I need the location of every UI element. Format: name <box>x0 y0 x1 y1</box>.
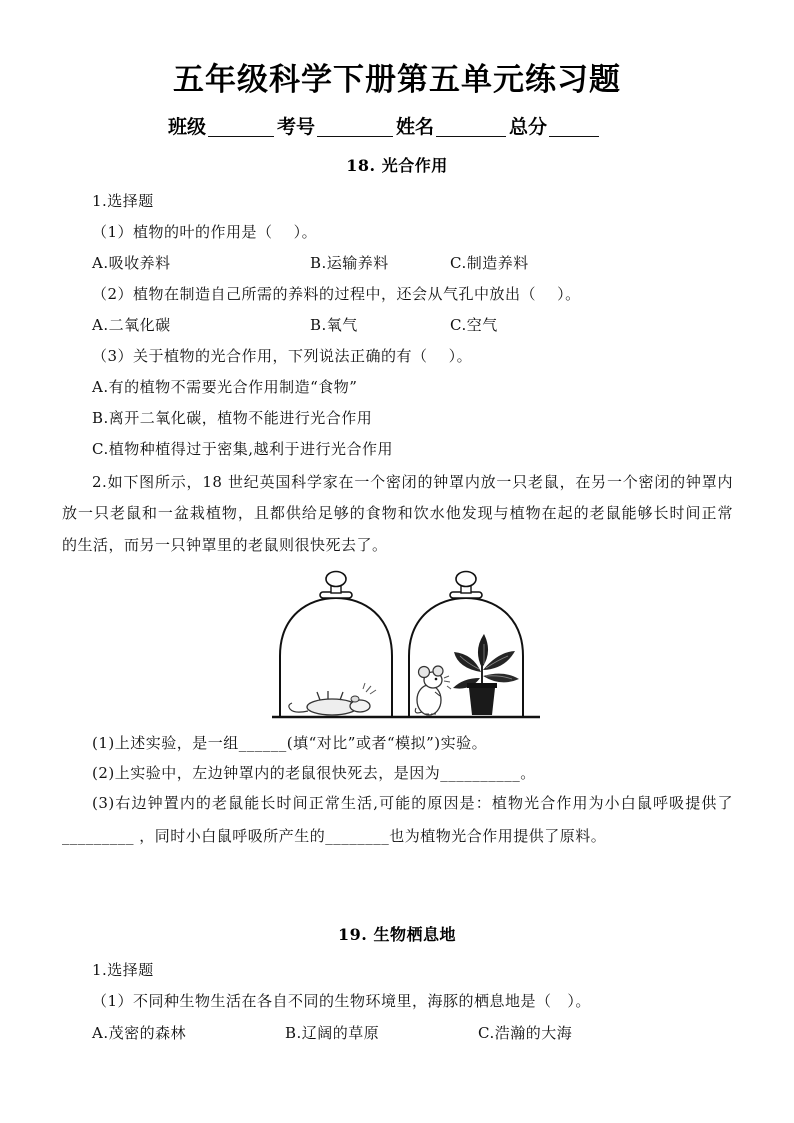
living-mouse-ear-left <box>419 667 430 678</box>
s18-q2-text-line-2: 放一只老鼠和一盆栽植物，且都供给足够的食物和饮水他发现与植物在起的老鼠能够长时间正常 <box>62 504 733 522</box>
exam-number-blank <box>317 116 393 137</box>
s18-q1-2-stem: （2）植物在制造自己所需的养料的过程中，还会从气孔中放出（ ）。 <box>92 285 581 303</box>
s18-q2-sub-2: (2)上实验中，左边钟罩内的老鼠很快死去，是因为__________。 <box>92 764 536 782</box>
right-jar-knob <box>456 572 476 587</box>
plant-leaf <box>483 674 519 683</box>
s18-q1-3-option-a: A.有的植物不需要光合作用制造“食物” <box>92 378 358 396</box>
plant-leaf <box>478 634 488 668</box>
exam-number-label: 考号 <box>277 116 316 138</box>
s18-q1-2-option-b: B.氧气 <box>310 316 358 334</box>
s19-q1-1-option-c: C.浩瀚的大海 <box>478 1024 573 1042</box>
dead-mouse-ear <box>351 696 359 702</box>
s18-q1-3-option-b: B.离开二氧化碳，植物不能进行光合作用 <box>92 409 373 427</box>
potted-plant <box>453 634 519 715</box>
left-jar-knob <box>326 572 346 587</box>
s19-q1-1-option-b: B.辽阔的草原 <box>285 1024 380 1042</box>
s18-q2-sub-1: (1)上述实验，是一组______(填“对比”或者“模拟”)实验。 <box>92 734 488 752</box>
s18-q1-1-option-c: C.制造养料 <box>450 254 529 272</box>
class-label: 班级 <box>168 116 207 138</box>
dead-mouse-marks <box>363 683 376 694</box>
s19-q1-1-stem: （1）不同种生物生活在各自不同的生物环境里，海豚的栖息地是（ ）。 <box>92 992 591 1010</box>
section-18-heading: 18. 光合作用 <box>346 156 448 175</box>
class-blank <box>208 116 274 137</box>
name-blank <box>436 116 506 137</box>
left-bell-jar <box>280 572 392 717</box>
s18-q1-2-option-a: A.二氧化碳 <box>92 316 171 334</box>
section-19-heading: 19. 生物栖息地 <box>338 925 456 944</box>
living-mouse-body <box>417 685 441 715</box>
s18-q2-sub-3-line-1: (3)右边钟置内的老鼠能长时间正常生活,可能的原因是：植物光合作用为小白鼠呼吸提供了 <box>92 794 733 812</box>
s18-q1-1-stem: （1）植物的叶的作用是（ ）。 <box>92 223 318 241</box>
s18-q2-sub-3-line-2: _________ ，同时小白鼠呼吸所产生的________也为植物光合作用提供了原料。 <box>62 827 607 845</box>
student-info-line <box>168 112 602 140</box>
name-label: 姓名 <box>396 116 435 138</box>
s18-q2-text-line-1: 2.如下图所示，18 世纪英国科学家在一个密闭的钟罩内放一只老鼠，在另一个密闭的钟罩内 <box>92 473 733 491</box>
bell-jar-experiment-figure <box>272 568 540 720</box>
s18-q1-3-stem: （3）关于植物的光合作用，下列说法正确的有（ ）。 <box>92 347 473 365</box>
living-mouse <box>415 666 451 715</box>
living-mouse-whiskers <box>444 676 451 689</box>
s18-q1-label: 1.选择题 <box>92 192 154 210</box>
left-jar-dome <box>280 598 392 716</box>
plant-pot <box>469 688 495 715</box>
total-score-blank <box>549 116 599 137</box>
s18-q1-1-option-a: A.吸收养料 <box>92 254 171 272</box>
s18-q1-3-option-c: C.植物种植得过于密集,越利于进行光合作用 <box>92 440 393 458</box>
dead-mouse-tail <box>289 703 308 712</box>
s18-q1-1-option-b: B.运输养料 <box>310 254 389 272</box>
s19-q1-1-option-a: A.茂密的森林 <box>92 1024 187 1042</box>
dead-mouse <box>289 683 376 715</box>
living-mouse-ear-right <box>433 666 443 676</box>
s18-q1-2-option-c: C.空气 <box>450 316 498 334</box>
plant-pot-rim <box>467 683 497 688</box>
s19-q1-label: 1.选择题 <box>92 961 154 979</box>
worksheet-title: 五年级科学下册第五单元练习题 <box>173 62 621 98</box>
total-score-label: 总分 <box>509 116 548 138</box>
living-mouse-eye <box>435 678 438 681</box>
s18-q2-text-line-3: 的生活，而另一只钟罩里的老鼠则很快死去了。 <box>62 536 388 554</box>
